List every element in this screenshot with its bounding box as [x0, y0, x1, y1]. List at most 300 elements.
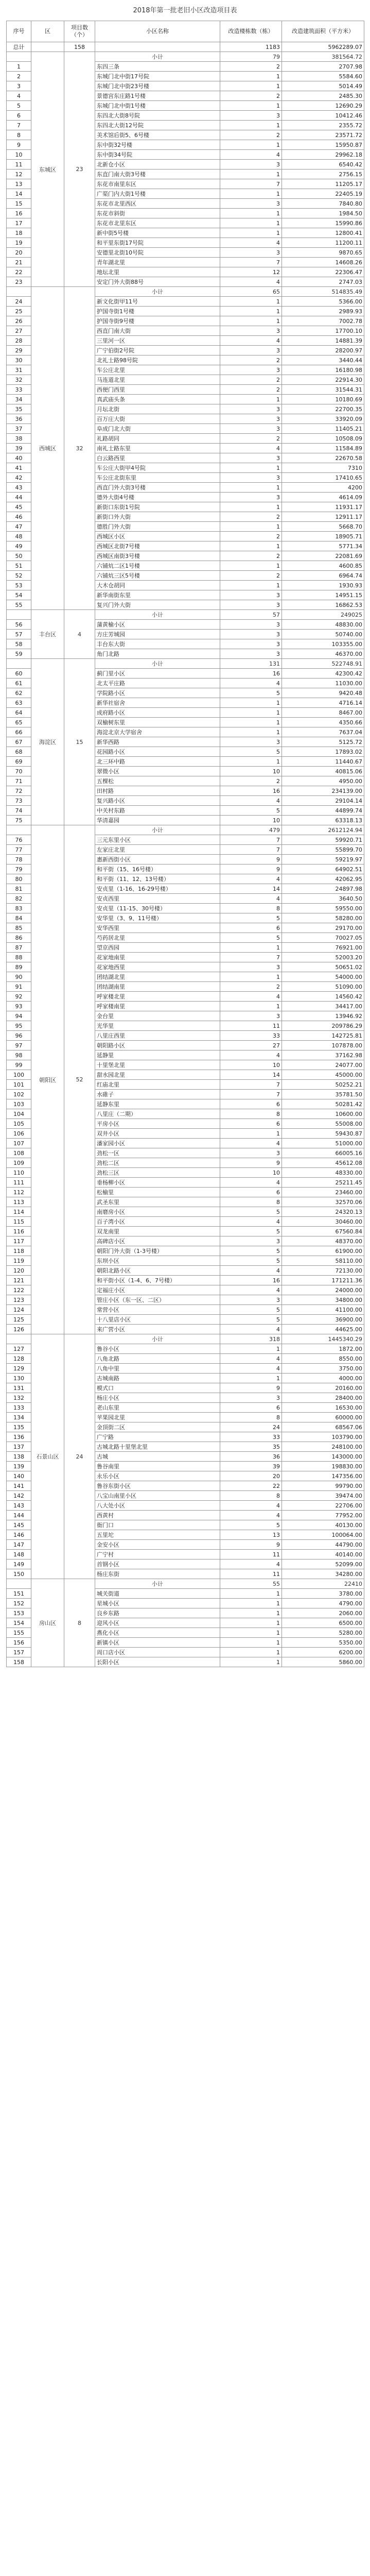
building-count: 1: [220, 522, 282, 532]
building-count: 4: [220, 1325, 282, 1334]
building-count: 7: [220, 953, 282, 962]
community-name: 白云路西里: [95, 453, 220, 463]
renovation-area: 44790.00: [282, 1540, 364, 1550]
row-index: 24: [7, 297, 31, 307]
renovation-area: 23571.72: [282, 130, 364, 140]
row-index: 14: [7, 189, 31, 199]
building-count: 39: [220, 1462, 282, 1471]
renovation-area: 50740.00: [282, 630, 364, 639]
renovation-area: 46370.00: [282, 649, 364, 659]
building-count: 3: [220, 590, 282, 600]
row-index: 139: [7, 1462, 31, 1471]
building-count: 5: [220, 1520, 282, 1530]
community-name: 南磨房小区: [95, 1207, 220, 1217]
row-index: 44: [7, 493, 31, 502]
community-name: 蒲黄榆小区: [95, 620, 220, 630]
community-name: 护国寺街9号楼: [95, 316, 220, 326]
subtotal-index-blank: [7, 287, 31, 297]
renovation-area: 63318.13: [282, 816, 364, 825]
row-index: 3: [7, 81, 31, 91]
row-index: 145: [7, 1520, 31, 1530]
community-name: 望京西园: [95, 943, 220, 953]
building-count: 5: [220, 688, 282, 698]
renovation-area: 55008.00: [282, 1119, 364, 1129]
row-index: 42: [7, 473, 31, 483]
row-index: 132: [7, 1393, 31, 1403]
community-name: 呼家楼北里: [95, 992, 220, 1002]
row-index: 11: [7, 160, 31, 170]
building-count: 3: [220, 1236, 282, 1246]
row-index: 33: [7, 385, 31, 395]
community-name: 北新仓小区: [95, 160, 220, 170]
table-body: [7, 42, 364, 1667]
community-name: 八大处小区: [95, 1501, 220, 1511]
row-index: 135: [7, 1422, 31, 1432]
renovation-area: 59920.71: [282, 835, 364, 845]
row-index: 31: [7, 365, 31, 375]
subtotal-buildings: 57: [220, 610, 282, 620]
row-index: 121: [7, 1276, 31, 1285]
renovation-area: 24320.13: [282, 1207, 364, 1217]
row-index: 7: [7, 121, 31, 130]
subtotal-label: 小计: [95, 659, 220, 669]
building-count: 1: [220, 708, 282, 718]
row-index: 134: [7, 1413, 31, 1422]
header-community-name: 小区名称: [95, 21, 220, 42]
row-index: 101: [7, 1080, 31, 1090]
renovation-area: 48370.00: [282, 1236, 364, 1246]
district-name: 海淀区: [31, 659, 64, 825]
row-index: 99: [7, 1060, 31, 1070]
building-count: 1: [220, 297, 282, 307]
community-name: 和平街（11、12、13号楼）: [95, 874, 220, 884]
renovation-area: 2747.03: [282, 277, 364, 287]
row-index: 10: [7, 150, 31, 160]
community-name: 武圣东里: [95, 1197, 220, 1207]
renovation-area: 68567.06: [282, 1422, 364, 1432]
community-name: 延静东里: [95, 1099, 220, 1109]
building-count: 33: [220, 1432, 282, 1442]
row-index: 144: [7, 1511, 31, 1520]
community-name: 东中街32号楼: [95, 140, 220, 150]
row-index: 100: [7, 1070, 31, 1080]
row-index: 146: [7, 1530, 31, 1540]
row-index: 71: [7, 776, 31, 786]
renovation-area: 67560.84: [282, 1227, 364, 1236]
building-count: 1: [220, 1002, 282, 1011]
row-index: 150: [7, 1569, 31, 1579]
renovation-area: 58110.00: [282, 1256, 364, 1266]
building-count: 1: [220, 1648, 282, 1657]
table-header-row: [7, 21, 364, 42]
row-index: 18: [7, 228, 31, 238]
community-name: 三里河一区: [95, 336, 220, 346]
row-index: 43: [7, 483, 31, 493]
building-count: 1: [220, 1344, 282, 1354]
community-name: 角门北路: [95, 649, 220, 659]
renovation-area: 25211.45: [282, 1178, 364, 1188]
row-index: 90: [7, 972, 31, 982]
renovation-area: 7840.80: [282, 199, 364, 209]
district-project-count: 32: [64, 287, 95, 610]
renovation-area: 5584.60: [282, 72, 364, 81]
row-index: 74: [7, 806, 31, 816]
community-name: 鲁谷东街小区: [95, 1481, 220, 1491]
renovation-area: 35781.50: [282, 1090, 364, 1099]
community-name: 芍药居北里: [95, 933, 220, 943]
subtotal-area: 22410: [282, 1579, 364, 1589]
community-name: 杨庄小区: [95, 1393, 220, 1403]
renovation-area: 12800.41: [282, 228, 364, 238]
building-count: 1: [220, 395, 282, 404]
community-name: 广宁村: [95, 1550, 220, 1560]
subtotal-buildings: 479: [220, 825, 282, 835]
building-count: 1: [220, 757, 282, 767]
renovation-area: 13946.92: [282, 1011, 364, 1021]
community-name: 和平街小区（1-4、6、7号楼）: [95, 1276, 220, 1285]
community-name: 礼路胡同: [95, 434, 220, 444]
renovation-area: 9870.65: [282, 248, 364, 258]
building-count: 8: [220, 1197, 282, 1207]
renovation-area: 3750.00: [282, 1364, 364, 1374]
row-index: 109: [7, 1158, 31, 1168]
subtotal-area: 514835.49: [282, 287, 364, 297]
row-index: 77: [7, 845, 31, 855]
building-count: 36: [220, 1452, 282, 1462]
renovation-area: 51000.00: [282, 1139, 364, 1148]
building-count: 11: [220, 1021, 282, 1031]
community-name: 潘家园小区: [95, 1139, 220, 1148]
renovation-area: 1872.00: [282, 1344, 364, 1354]
building-count: 1: [220, 1657, 282, 1667]
row-index: 19: [7, 238, 31, 248]
row-index: 94: [7, 1011, 31, 1021]
district-name: 房山区: [31, 1579, 64, 1667]
renovation-area: 2989.93: [282, 307, 364, 316]
renovation-area: 22405.19: [282, 189, 364, 199]
row-index: 69: [7, 757, 31, 767]
building-count: 5: [220, 933, 282, 943]
renovation-area: 18905.71: [282, 532, 364, 541]
subtotal-row: [7, 659, 364, 669]
row-index: 131: [7, 1383, 31, 1393]
subtotal-label: 小计: [95, 1579, 220, 1589]
renovation-area: 50651.02: [282, 962, 364, 972]
row-index: 98: [7, 1050, 31, 1060]
building-count: 4: [220, 1511, 282, 1520]
building-count: 1: [220, 727, 282, 737]
community-name: 青年湖北里: [95, 258, 220, 267]
renovation-area: 5366.00: [282, 297, 364, 307]
community-name: 东花市北里西区: [95, 199, 220, 209]
row-index: 110: [7, 1168, 31, 1178]
community-name: 东城门北中街1号楼: [95, 101, 220, 111]
renovation-area: 32570.06: [282, 1197, 364, 1207]
renovation-area: 4200: [282, 483, 364, 493]
building-count: 8: [220, 1491, 282, 1501]
community-name: 马连道北里: [95, 375, 220, 385]
row-index: 36: [7, 414, 31, 424]
community-name: 中关村东路: [95, 806, 220, 816]
building-count: 10: [220, 1060, 282, 1070]
renovation-area: 5860.00: [282, 1657, 364, 1667]
renovation-area: 4350.66: [282, 718, 364, 727]
community-name: 三元东里小区: [95, 835, 220, 845]
row-index: 103: [7, 1099, 31, 1109]
renovation-area: 37162.98: [282, 1050, 364, 1060]
renovation-area: 11205.17: [282, 179, 364, 189]
subtotal-index-blank: [7, 610, 31, 620]
row-index: 75: [7, 816, 31, 825]
community-name: 真武庙头条: [95, 395, 220, 404]
renovation-area: 29170.00: [282, 923, 364, 933]
renovation-area: 40130.00: [282, 1520, 364, 1530]
renovation-area: 209786.29: [282, 1021, 364, 1031]
row-index: 2: [7, 72, 31, 81]
building-count: 4: [220, 1501, 282, 1511]
community-name: 古城: [95, 1452, 220, 1462]
subtotal-label: 小计: [95, 610, 220, 620]
building-count: 7: [220, 1090, 282, 1099]
district-project-count: 4: [64, 610, 95, 659]
building-count: 3: [220, 404, 282, 414]
row-index: 114: [7, 1207, 31, 1217]
renovation-area: 64902.51: [282, 865, 364, 874]
renovation-area: 28400.00: [282, 1393, 364, 1403]
subtotal-row: [7, 52, 364, 62]
renovation-area: 42062.95: [282, 874, 364, 884]
community-name: 长阳小区: [95, 1657, 220, 1667]
building-count: 9: [220, 1383, 282, 1393]
subtotal-buildings: 55: [220, 1579, 282, 1589]
renovation-area: 24000.00: [282, 1285, 364, 1295]
community-name: 周口店小区: [95, 1648, 220, 1657]
building-count: 3: [220, 620, 282, 630]
community-name: 常营小区: [95, 1305, 220, 1315]
community-name: 金台里: [95, 1011, 220, 1021]
renovation-area: 14881.39: [282, 336, 364, 346]
community-name: 水碓子: [95, 1090, 220, 1099]
building-count: 1: [220, 463, 282, 473]
building-count: 3: [220, 248, 282, 258]
subtotal-index-blank: [7, 1334, 31, 1344]
row-index: 96: [7, 1031, 31, 1041]
community-name: 六铺炕三区5号楼: [95, 571, 220, 581]
renovation-area: 16530.00: [282, 1403, 364, 1413]
building-count: 3: [220, 473, 282, 483]
district-name: 西城区: [31, 287, 64, 610]
community-name: 月坛北街: [95, 404, 220, 414]
row-index: 32: [7, 375, 31, 385]
row-index: 62: [7, 688, 31, 698]
row-index: 30: [7, 355, 31, 365]
community-name: 双井小区: [95, 1129, 220, 1139]
building-count: 4: [220, 992, 282, 1002]
renovation-area: 5350.00: [282, 1638, 364, 1648]
building-count: 2: [220, 551, 282, 561]
community-name: 复兴路小区: [95, 796, 220, 806]
row-index: 130: [7, 1374, 31, 1383]
building-count: 5: [220, 1305, 282, 1315]
renovation-area: 5125.72: [282, 737, 364, 747]
community-name: 首钢小区: [95, 1560, 220, 1569]
building-count: 4: [220, 336, 282, 346]
row-index: 39: [7, 444, 31, 453]
row-index: 41: [7, 463, 31, 473]
community-name: 双榆树东里: [95, 718, 220, 727]
building-count: 2: [220, 91, 282, 101]
subtotal-index-blank: [7, 52, 31, 62]
row-index: 25: [7, 307, 31, 316]
community-name: 东花市斜街: [95, 209, 220, 218]
community-name: 迎风小区: [95, 1618, 220, 1628]
renovation-area: 20160.00: [282, 1383, 364, 1393]
renovation-area: 22700.35: [282, 404, 364, 414]
subtotal-label: 小计: [95, 1334, 220, 1344]
building-count: 35: [220, 1442, 282, 1452]
row-index: 1: [7, 62, 31, 72]
renovation-area: 2756.15: [282, 170, 364, 179]
header-project-count: 项目数（个）: [64, 21, 95, 42]
renovation-area: 16180.98: [282, 365, 364, 375]
building-count: 6: [220, 1119, 282, 1129]
building-count: 1: [220, 1638, 282, 1648]
building-count: 3: [220, 453, 282, 463]
renovation-area: 4716.14: [282, 698, 364, 708]
row-index: 28: [7, 336, 31, 346]
building-count: 5: [220, 913, 282, 923]
community-name: 十里堡北里: [95, 1060, 220, 1070]
row-index: 34: [7, 395, 31, 404]
renovation-area: 5014.49: [282, 81, 364, 91]
row-index: 66: [7, 727, 31, 737]
subtotal-index-blank: [7, 659, 31, 669]
building-count: 4: [220, 277, 282, 287]
building-count: 3: [220, 962, 282, 972]
district-project-count: 8: [64, 1579, 95, 1667]
community-name: 平房小区: [95, 1119, 220, 1129]
header-index: 序号: [7, 21, 31, 42]
row-index: 108: [7, 1148, 31, 1158]
total-area: 5962289.07: [282, 42, 364, 52]
building-count: 10: [220, 816, 282, 825]
row-index: 49: [7, 541, 31, 551]
project-table: [6, 21, 364, 1667]
renovation-area: 142725.81: [282, 1031, 364, 1041]
building-count: 1: [220, 943, 282, 953]
subtotal-area: 1445340.29: [282, 1334, 364, 1344]
renovation-area: 10412.46: [282, 111, 364, 121]
row-index: 97: [7, 1041, 31, 1050]
row-index: 72: [7, 786, 31, 796]
building-count: 13: [220, 1530, 282, 1540]
row-index: 157: [7, 1648, 31, 1657]
community-name: 德外大街4号楼: [95, 493, 220, 502]
building-count: 1: [220, 72, 282, 81]
renovation-area: 55899.70: [282, 845, 364, 855]
renovation-area: 107878.00: [282, 1041, 364, 1050]
renovation-area: 59550.00: [282, 904, 364, 913]
building-count: 4: [220, 1560, 282, 1569]
district-project-count: 23: [64, 52, 95, 287]
building-count: 4: [220, 1139, 282, 1148]
renovation-area: 198830.00: [282, 1462, 364, 1471]
document-title: 2018年第一批老旧小区改造项目表: [133, 7, 237, 14]
row-index: 76: [7, 835, 31, 845]
subtotal-index-blank: [7, 1579, 31, 1589]
community-name: 美术馆后街5、6号楼: [95, 130, 220, 140]
building-count: 3: [220, 346, 282, 355]
community-name: 广宁伯街2号院: [95, 346, 220, 355]
renovation-area: 3440.44: [282, 355, 364, 365]
building-count: 4: [220, 1266, 282, 1276]
community-name: 新华南街东里: [95, 590, 220, 600]
row-index: 120: [7, 1266, 31, 1276]
community-name: 西城区小区: [95, 532, 220, 541]
renovation-area: 41100.00: [282, 1305, 364, 1315]
building-count: 1: [220, 170, 282, 179]
row-index: 73: [7, 796, 31, 806]
community-name: 新街口外大街: [95, 512, 220, 522]
building-count: 1: [220, 1129, 282, 1139]
building-count: 5: [220, 747, 282, 757]
row-index: 55: [7, 600, 31, 610]
community-name: 东四三条: [95, 62, 220, 72]
row-index: 89: [7, 962, 31, 972]
row-index: 88: [7, 953, 31, 962]
community-name: 和平里东街17号院: [95, 238, 220, 248]
building-count: 11: [220, 1550, 282, 1560]
renovation-area: 7310: [282, 463, 364, 473]
row-index: 29: [7, 346, 31, 355]
building-count: 2: [220, 512, 282, 522]
renovation-area: 3780.00: [282, 1589, 364, 1599]
row-index: 92: [7, 992, 31, 1002]
community-name: 垂杨柳小区: [95, 1178, 220, 1188]
row-index: 35: [7, 404, 31, 414]
row-index: 52: [7, 571, 31, 581]
building-count: 3: [220, 424, 282, 434]
community-name: 新街口东街1号院: [95, 502, 220, 512]
row-index: 59: [7, 649, 31, 659]
building-count: 1: [220, 218, 282, 228]
building-count: 1: [220, 483, 282, 493]
row-index: 125: [7, 1315, 31, 1325]
row-index: 106: [7, 1129, 31, 1139]
subtotal-buildings: 79: [220, 52, 282, 62]
community-name: 良乡东路: [95, 1608, 220, 1618]
building-count: 6: [220, 923, 282, 933]
subtotal-label: 小计: [95, 287, 220, 297]
community-name: 田村路: [95, 786, 220, 796]
district-name: 石景山区: [31, 1334, 64, 1579]
community-name: 车公庄北街东里: [95, 473, 220, 483]
renovation-area: 8550.00: [282, 1354, 364, 1364]
community-name: 劲松三区: [95, 1168, 220, 1178]
building-count: 1: [220, 101, 282, 111]
community-name: 花家地南里: [95, 953, 220, 962]
community-name: 华清嘉园: [95, 816, 220, 825]
row-index: 84: [7, 913, 31, 923]
row-index: 70: [7, 767, 31, 776]
community-name: 广宁路: [95, 1432, 220, 1442]
row-index: 79: [7, 865, 31, 874]
row-index: 154: [7, 1618, 31, 1628]
community-name: 东四北大街12号院: [95, 121, 220, 130]
community-name: 西城区北街7号楼: [95, 541, 220, 551]
building-count: 3: [220, 111, 282, 121]
community-name: 红庙北里: [95, 1080, 220, 1090]
